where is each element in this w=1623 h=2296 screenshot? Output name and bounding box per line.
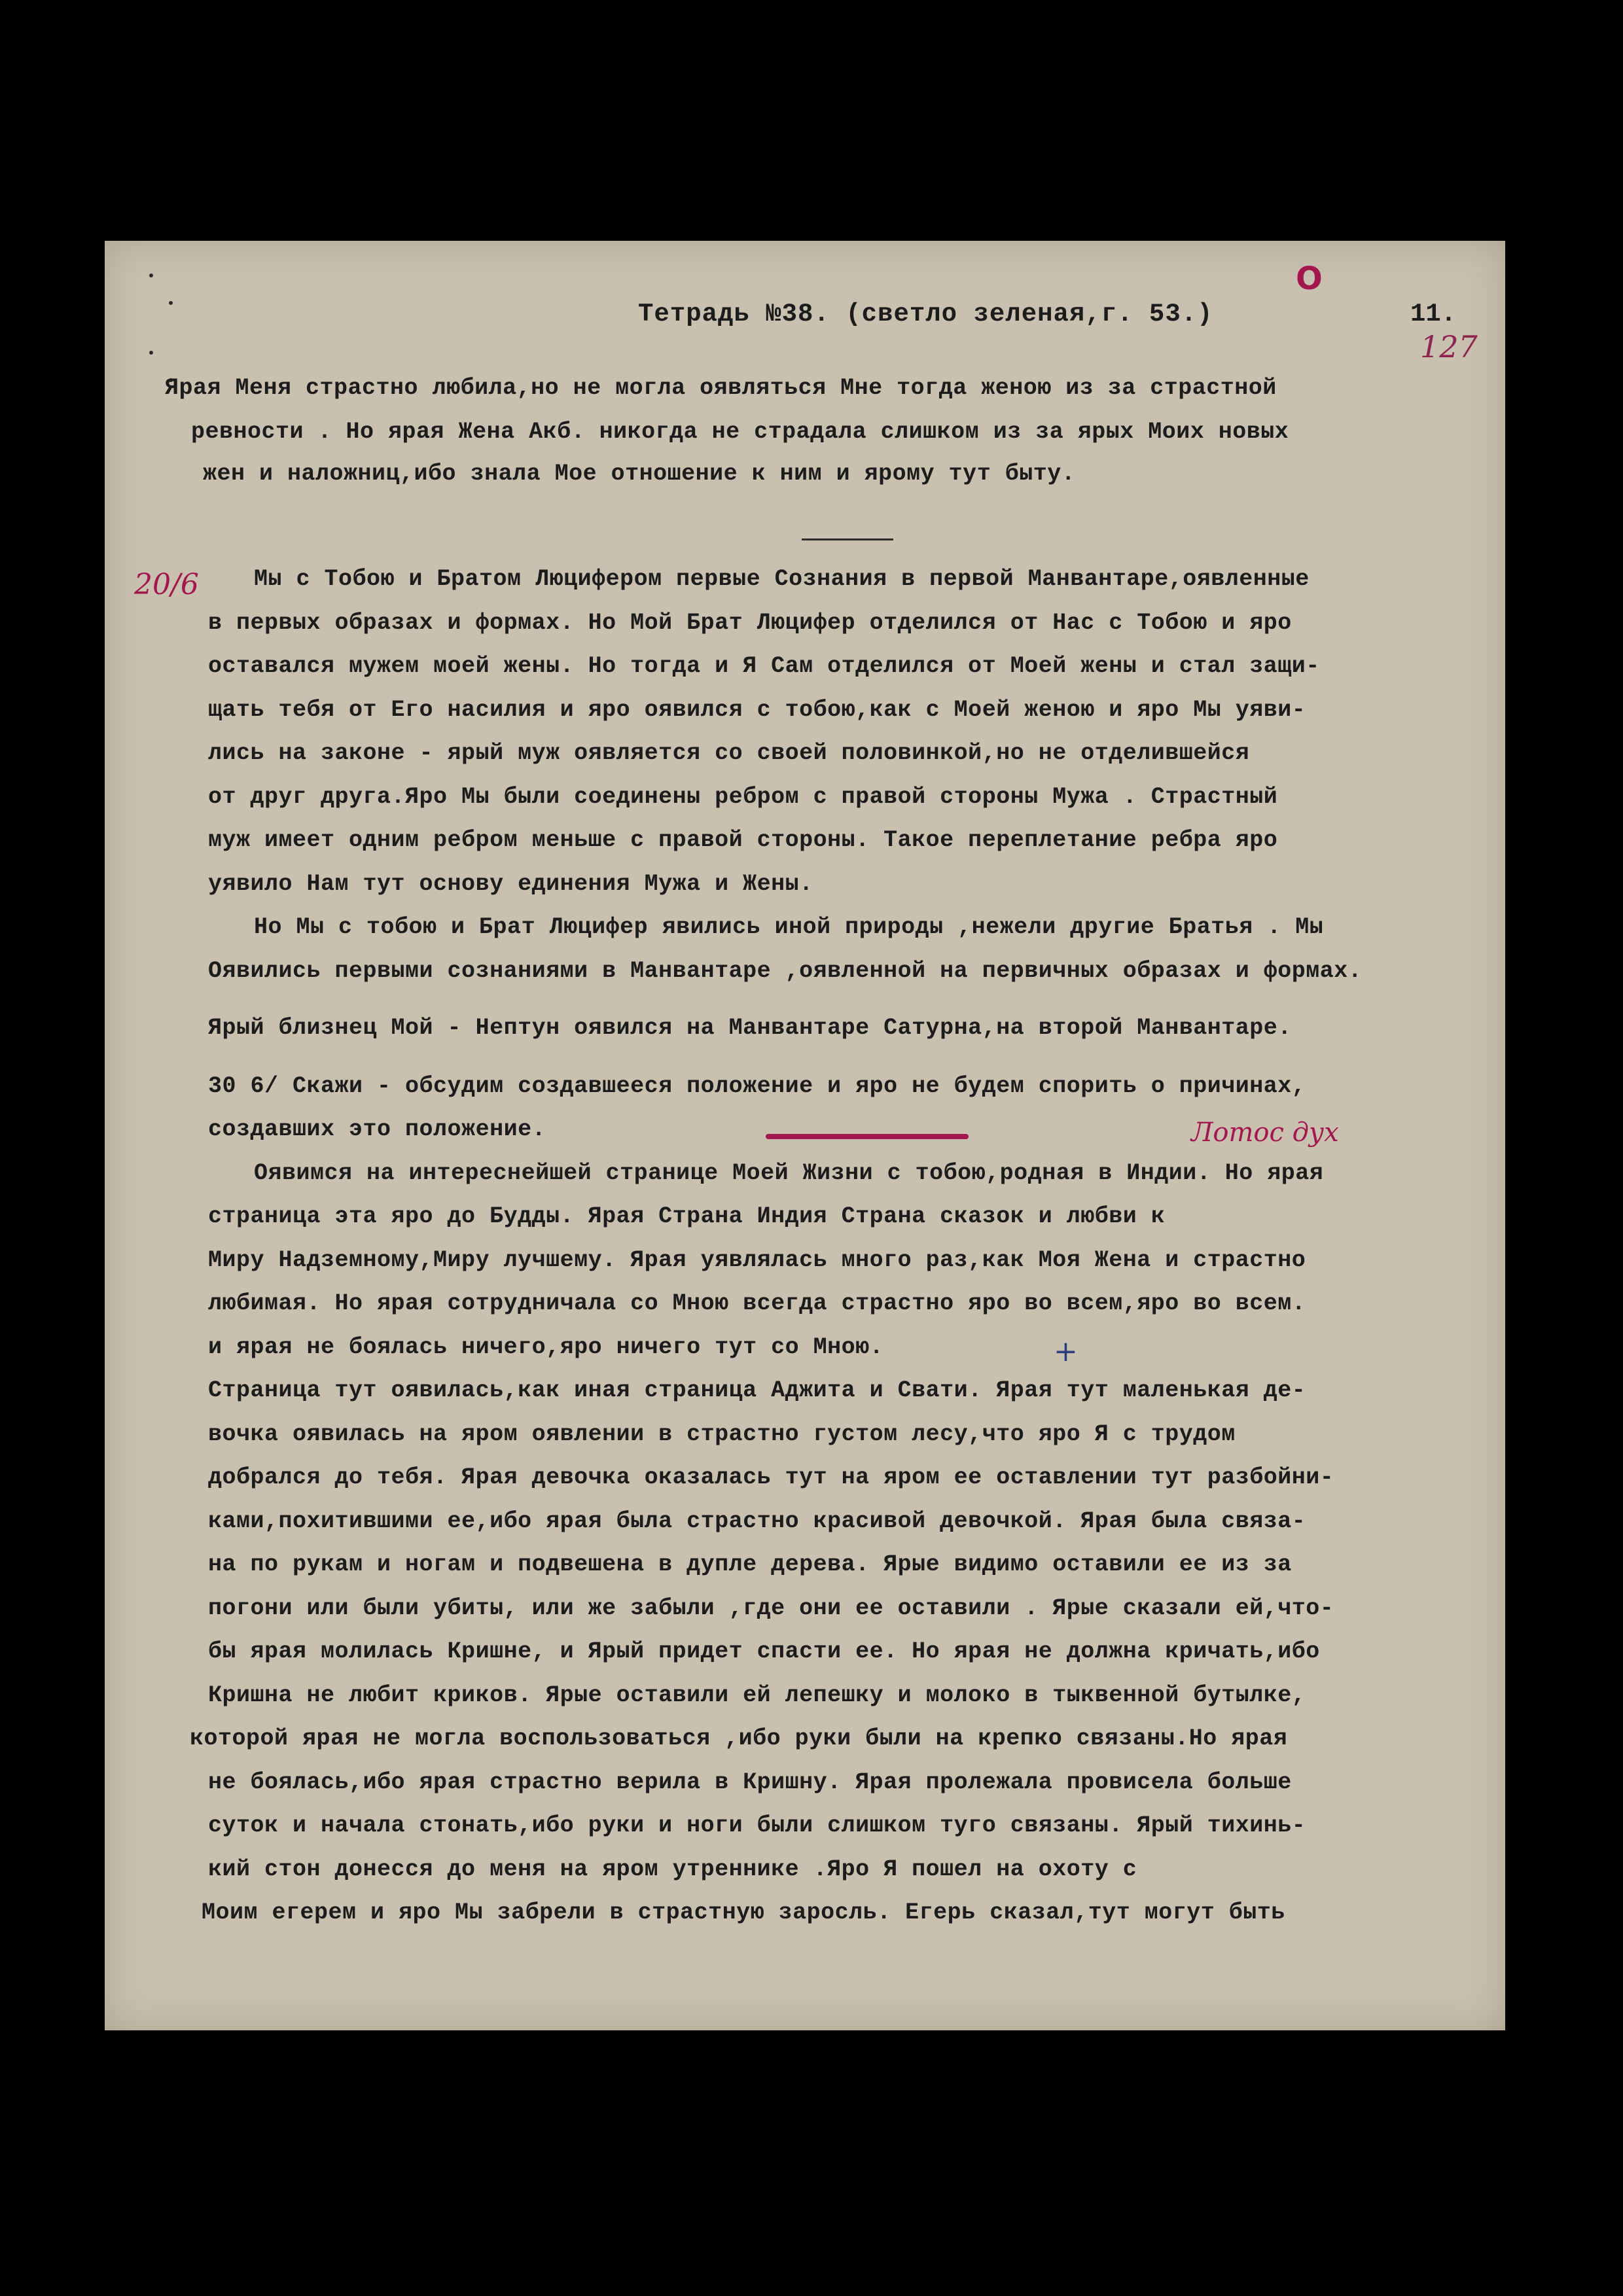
text-line: Оявимся на интереснейшей странице Моей Жизни с тобою,родная в Индии. Но ярая <box>254 1160 1324 1186</box>
text-line: лись на законе - ярый муж оявляется со своей половинкой,но не отделившейся <box>208 740 1250 766</box>
text-line: муж имеет одним ребром меньше с правой стороны. Такое переплетание ребра яро <box>208 827 1278 853</box>
text-line: Ярый близнец Мой - Нептун оявился на Манвантаре Сатурна,на второй Манвантаре. <box>208 1015 1292 1041</box>
handwritten-signature: Лотос дух <box>1191 1118 1339 1148</box>
text-line: в первых образах и формах. Но Мой Брат Люцифер отделился от Нас с Тобою и яро <box>208 610 1292 636</box>
text-line: суток и начала стонать,ибо руки и ноги были слишком туго связаны. Ярый тихинь- <box>208 1812 1306 1839</box>
text-line: Кришна не любит криков. Ярые оставили ей лепешку и молоко в тыквенной бутылке, <box>208 1682 1306 1708</box>
text-line: погони или были убиты, или же забыли ,где они ее оставили . Ярые сказали ей,что- <box>208 1595 1334 1621</box>
handwritten-page-number: 127 <box>1420 329 1478 364</box>
text-line: и ярая не боялась ничего,яро ничего тут со Мною. <box>208 1334 884 1360</box>
text-line: Ярая Меня страстно любила,но не могла оявляться Мне тогда женою из за страстной <box>165 375 1277 401</box>
text-line: бы ярая молилась Кришне, и Ярый придет спасти ее. Но ярая не должна кричать,ибо <box>208 1638 1320 1665</box>
text-line: Страница тут оявилась,как иная страница Аджита и Свати. Ярая тут маленькая де- <box>208 1377 1306 1404</box>
text-line: оставался мужем моей жены. Но тогда и Я Сам отделился от Моей жены и стал защи- <box>208 653 1320 679</box>
document-page <box>105 241 1505 2030</box>
text-line: 30 6/ Скажи - обсудим создавшееся положение и яро не будем спорить о причинах, <box>208 1073 1306 1099</box>
typed-text-body <box>105 241 1505 2030</box>
text-line: создавших это положение. <box>208 1116 546 1142</box>
margin-date-note: 20/6 <box>134 568 199 601</box>
handwritten-circle-mark: О <box>1296 260 1323 297</box>
text-line: Но Мы с тобою и Брат Люцифер явились иной природы ,нежели другие Братья . Мы <box>254 914 1324 940</box>
text-line: кий стон донесся до меня на яром утреннике .Яро Я пошел на охоту с <box>208 1856 1137 1882</box>
text-line: на по рукам и ногам и подвешена в дупле дерева. Ярые видимо оставили ее из за <box>208 1551 1292 1578</box>
text-line: Миру Надземному,Миру лучшему. Ярая уявлялась много раз,как Моя Жена и страстно <box>208 1247 1306 1273</box>
text-line: уявило Нам тут основу единения Мужа и Жены. <box>208 871 813 897</box>
notebook-title: Тетрадь №38. (светло зеленая,г. 53.) <box>638 300 1213 328</box>
plus-mark-icon: + <box>1054 1335 1078 1368</box>
text-line: любимая. Но ярая сотрудничала со Мною всегда страстно яро во всем,яро во всем. <box>208 1290 1306 1316</box>
text-line: Моим егерем и яро Мы забрели в страстную заросль. Егерь сказал,тут могут быть <box>202 1899 1285 1926</box>
text-line: добрался до тебя. Ярая девочка оказалась тут на яром ее оставлении тут разбойни- <box>208 1464 1334 1491</box>
text-line: Оявились первыми сознаниями в Манвантаре ,оявленной на первичных образах и формах. <box>208 958 1363 984</box>
text-line: не боялась,ибо ярая страстно верила в Кришну. Ярая пролежала провисела больше <box>208 1769 1292 1795</box>
text-line: щать тебя от Его насилия и яро оявился с тобою,как с Моей женою и яро Мы уяви- <box>208 697 1306 723</box>
text-line: ревности . Но ярая Жена Акб. никогда не страдала слишком из за ярых Моих новых <box>191 419 1289 445</box>
text-line: ками,похитившими ее,ибо ярая была страстно красивой девочкой. Ярая была связа- <box>208 1508 1306 1534</box>
text-line: которой ярая не могла воспользоваться ,ибо руки были на крепко связаны.Но ярая <box>190 1725 1288 1752</box>
page-number: 11. <box>1410 300 1457 328</box>
text-line: Мы с Тобою и Братом Люцифером первые Сознания в первой Манвантаре,оявленные <box>254 566 1310 592</box>
text-line: от друг друга.Яро Мы были соединены ребром с правой стороны Мужа . Страстный <box>208 784 1278 810</box>
text-line: вочка оявилась на яром оявлении в страстно густом лесу,что яро Я с трудом <box>208 1421 1236 1447</box>
text-line: страница эта яро до Будды. Ярая Страна Индия Страна сказок и любви к <box>208 1203 1166 1229</box>
text-line: жен и наложниц,ибо знала Мое отношение к ним и ярому тут быту. <box>203 461 1076 487</box>
